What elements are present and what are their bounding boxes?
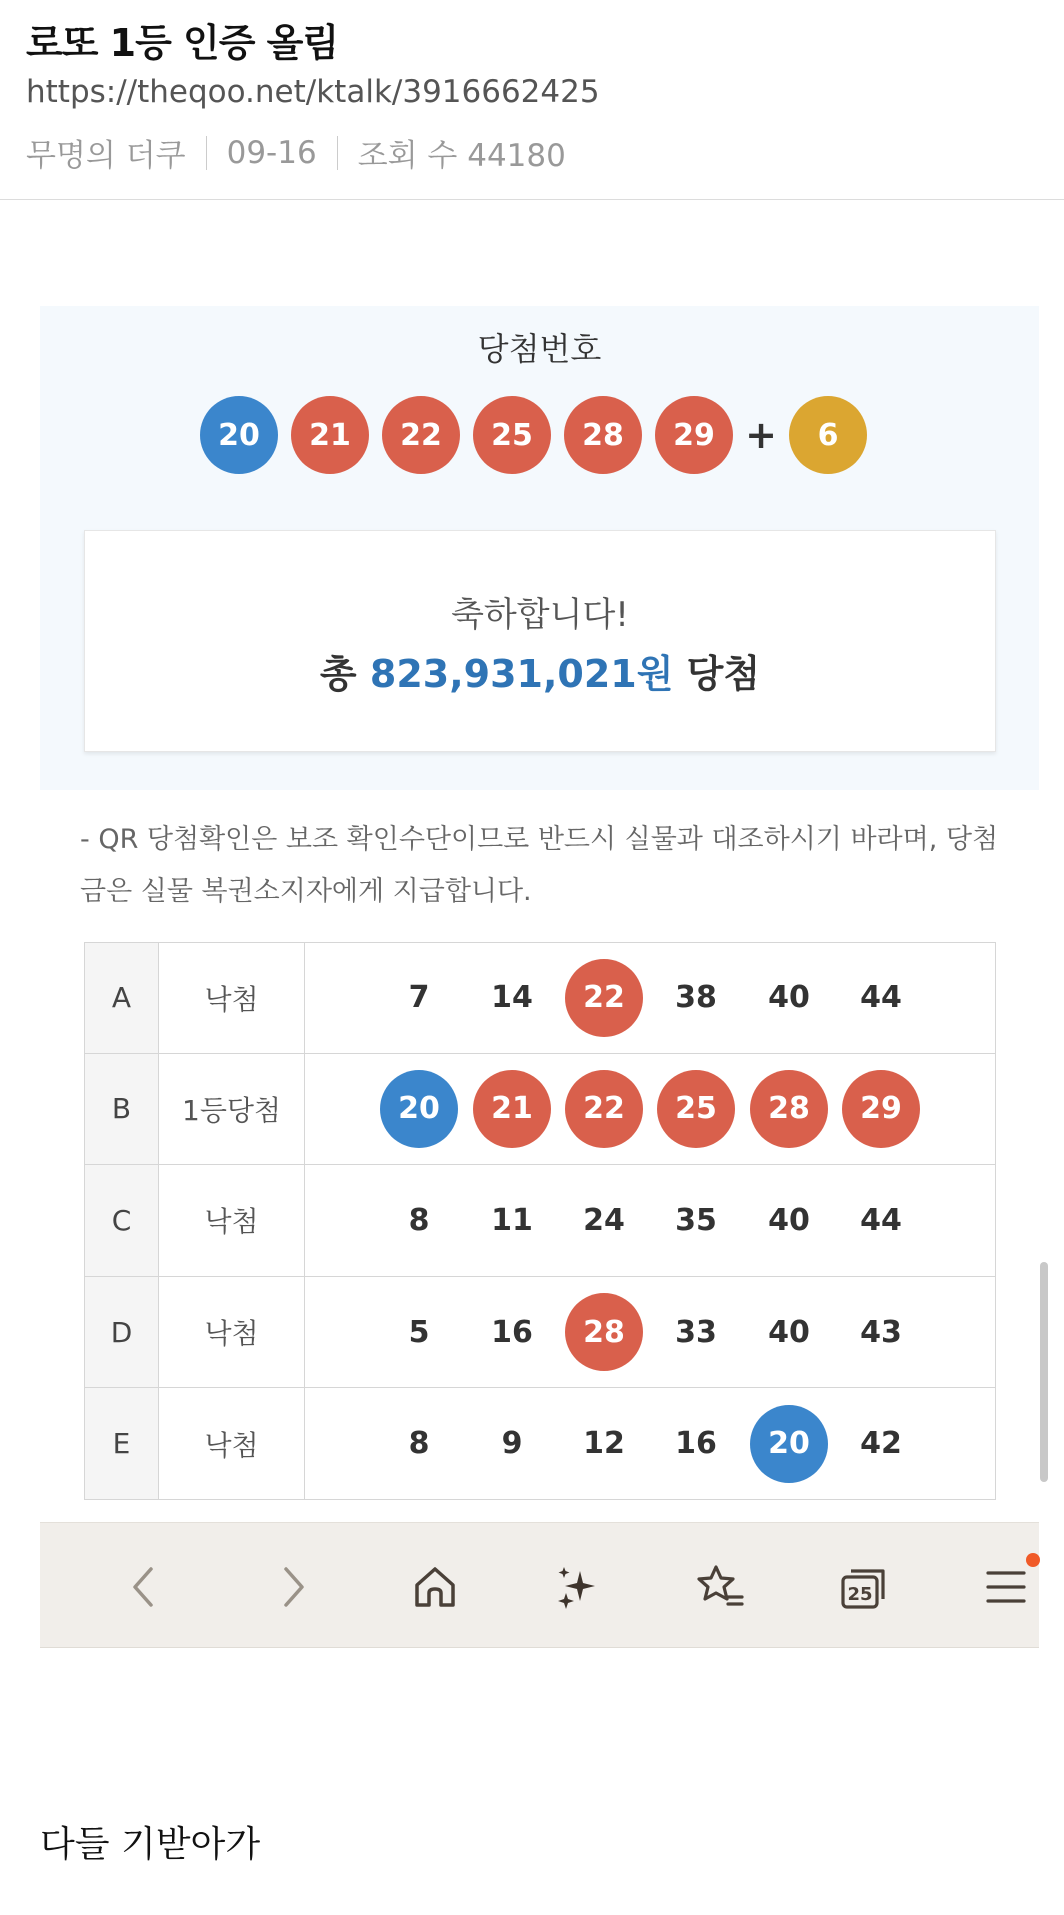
winning-ball: 25 <box>473 396 551 474</box>
game-result: 낙첨 <box>159 1277 305 1388</box>
post-views: 조회 수 44180 <box>357 138 566 174</box>
back-icon <box>117 1559 173 1615</box>
game-numbers <box>305 1388 995 1499</box>
lotto-result-image <box>40 306 1039 1648</box>
bonus-ball: 6 <box>789 396 867 474</box>
game-number: 38 <box>675 980 717 1016</box>
game-number-matched: 20 <box>750 1405 828 1483</box>
tabs-button[interactable] <box>823 1547 903 1627</box>
game-number: 40 <box>768 1202 810 1238</box>
game-letter: A <box>85 943 159 1053</box>
post-body-text: 다들 기받아가 <box>40 1824 261 1865</box>
post-header <box>0 0 1064 200</box>
game-number-matched: 29 <box>842 1070 920 1148</box>
game-numbers <box>305 1054 995 1165</box>
post-title: 로또 1등 인증 올림 <box>26 21 339 65</box>
game-number: 8 <box>408 1202 430 1238</box>
prize-amount: 823,931,021원 <box>369 652 674 696</box>
game-number: 35 <box>675 1202 717 1238</box>
game-result: 낙첨 <box>159 943 305 1053</box>
ai-button[interactable] <box>538 1547 618 1627</box>
winning-heading: 당첨번호 <box>477 330 602 368</box>
game-number: 44 <box>860 980 902 1016</box>
game-number: 42 <box>860 1426 902 1462</box>
tab-count: 25 <box>847 1584 873 1605</box>
qr-notice: - QR 당첨확인은 보조 확인수단이므로 반드시 실물과 대조하시기 바라며, 당첨금은 실물 복권소지자에게 지급합니다. <box>80 824 999 907</box>
game-row-a <box>84 942 996 1054</box>
game-letter: E <box>85 1388 159 1499</box>
winning-numbers-panel <box>40 306 1039 790</box>
game-number-matched: 28 <box>565 1293 643 1371</box>
game-row-e <box>84 1388 996 1500</box>
game-letter: D <box>85 1277 159 1388</box>
post-author[interactable]: 무명의 더쿠 <box>26 138 186 174</box>
meta-divider <box>206 136 207 170</box>
browser-toolbar <box>40 1522 1039 1648</box>
winning-ball: 21 <box>291 396 369 474</box>
game-number-matched: 20 <box>380 1070 458 1148</box>
game-letter: C <box>85 1165 159 1276</box>
game-number: 16 <box>675 1426 717 1462</box>
winning-balls <box>200 396 880 474</box>
tabs-icon <box>835 1559 891 1615</box>
prize-suffix: 당첨 <box>686 652 761 696</box>
home-button[interactable] <box>395 1547 475 1627</box>
bookmarks-button[interactable] <box>680 1547 760 1627</box>
game-numbers <box>305 1165 995 1276</box>
notification-dot <box>1026 1553 1040 1567</box>
game-number-matched: 25 <box>657 1070 735 1148</box>
bookmark-star-icon <box>692 1559 748 1615</box>
game-number: 40 <box>768 980 810 1016</box>
game-number-matched: 22 <box>565 1070 643 1148</box>
game-number: 5 <box>408 1314 430 1350</box>
game-number: 24 <box>583 1202 625 1238</box>
game-result: 낙첨 <box>159 1388 305 1499</box>
forward-icon <box>264 1559 320 1615</box>
game-numbers <box>305 1277 995 1388</box>
game-result: 낙첨 <box>159 1165 305 1276</box>
scrollbar[interactable] <box>1040 1262 1048 1482</box>
game-number: 9 <box>501 1426 523 1462</box>
game-number: 11 <box>491 1202 533 1238</box>
post-url-link[interactable]: https://theqoo.net/ktalk/3916662425 <box>26 74 600 110</box>
game-number: 8 <box>408 1426 430 1462</box>
plus-sign: + <box>745 413 777 457</box>
game-number: 44 <box>860 1202 902 1238</box>
meta-divider <box>337 136 338 170</box>
game-number: 14 <box>491 980 533 1016</box>
home-icon <box>407 1559 463 1615</box>
post-meta <box>26 130 566 175</box>
winning-ball: 28 <box>564 396 642 474</box>
sparkle-icon <box>550 1559 606 1615</box>
back-button[interactable] <box>105 1547 185 1627</box>
game-numbers <box>305 943 995 1053</box>
game-row-d <box>84 1277 996 1389</box>
game-row-b <box>84 1054 996 1166</box>
prize-card <box>84 530 996 752</box>
game-number: 12 <box>583 1426 625 1462</box>
forward-button[interactable] <box>252 1547 332 1627</box>
game-number-matched: 21 <box>473 1070 551 1148</box>
game-number-matched: 22 <box>565 959 643 1037</box>
game-number: 16 <box>491 1314 533 1350</box>
game-number: 43 <box>860 1314 902 1350</box>
menu-button[interactable] <box>966 1547 1046 1627</box>
game-number: 7 <box>408 980 430 1016</box>
game-number: 40 <box>768 1314 810 1350</box>
games-table <box>84 942 996 1500</box>
prize-line <box>85 643 995 698</box>
game-result: 1등당첨 <box>159 1054 305 1165</box>
winning-ball: 22 <box>382 396 460 474</box>
winning-ball: 29 <box>655 396 733 474</box>
game-number-matched: 28 <box>750 1070 828 1148</box>
congrats-text: 축하합니다! <box>451 595 629 635</box>
menu-icon <box>978 1559 1034 1615</box>
game-letter: B <box>85 1054 159 1165</box>
game-number: 33 <box>675 1314 717 1350</box>
game-row-c <box>84 1165 996 1277</box>
post-date: 09-16 <box>226 134 317 171</box>
prize-prefix: 총 <box>319 652 357 696</box>
winning-ball: 20 <box>200 396 278 474</box>
